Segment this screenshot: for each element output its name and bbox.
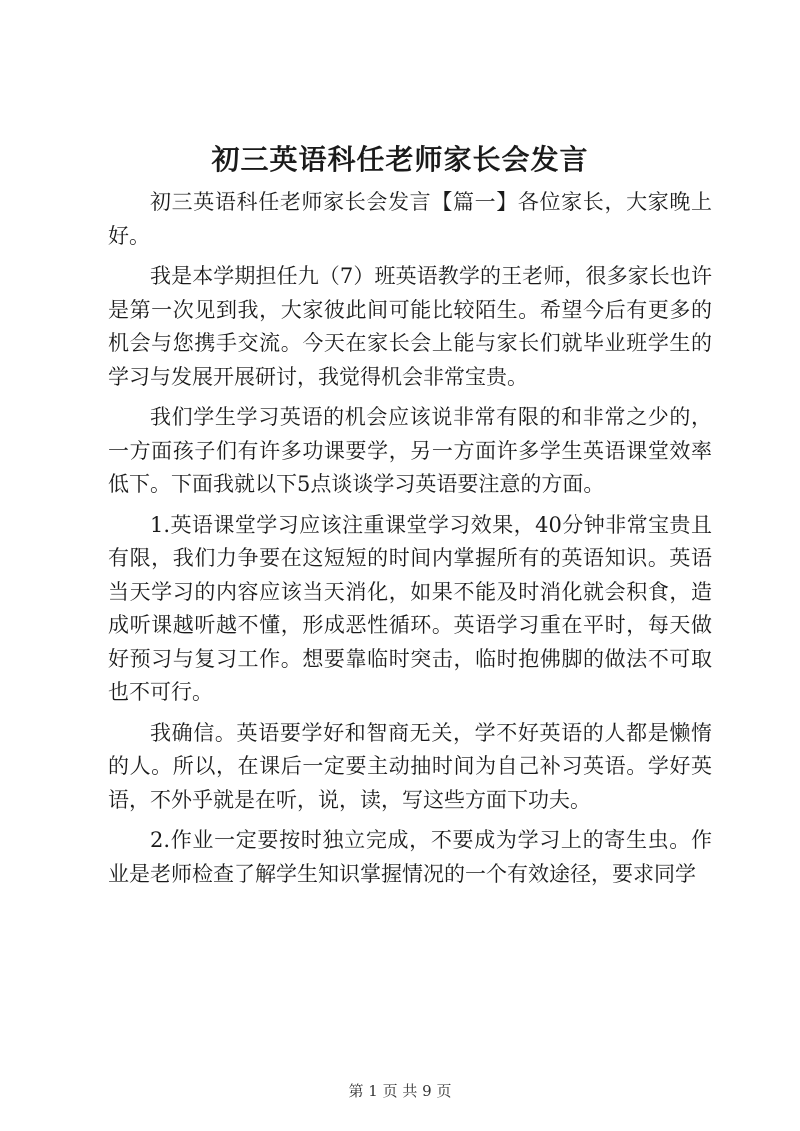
paragraph-greeting: 初三英语科任老师家长会发言【篇一】各位家长，大家晚上好。: [108, 190, 712, 248]
paragraph-introduction: 我是本学期担任九（7）班英语教学的王老师，很多家长也许是第一次见到我，大家彼此间可能比较陌生。希望今后有更多的机会与您携手交流。今天在家长会上能与家长们就毕业班学生的学习与发展开展研讨，我觉得机会非常宝贵。: [108, 264, 712, 389]
page-number-footer: 第 1 页 共 9 页: [348, 1082, 452, 1100]
paragraph-point-1: 1.英语课堂学习应该注重课堂学习效果，40分钟非常宝贵且有限，我们力争要在这短短的时间内掌握所有的英语知识。英语当天学习的内容应该当天消化，如果不能及时消化就会积食，造成听课越听越不懂，形成恶性循环。英语学习重在平时，每天做好预习与复习工作。想要靠临时突击，临时抱佛脚的做法不可取也不可行。: [108, 512, 712, 704]
paragraph-learning-opportunity: 我们学生学习英语的机会应该说非常有限的和非常之少的，一方面孩子们有许多功课要学，另一方面许多学生英语课堂效率低下。下面我就以下5点谈谈学习英语要注意的方面。: [108, 405, 712, 496]
paragraph-point-2: 2.作业一定要按时独立完成，不要成为学习上的寄生虫。作业是老师检查了解学生知识掌握情况的一个有效途径，要求同学: [108, 828, 712, 886]
document-body: [108, 186, 712, 898]
paragraph-belief: 我确信。英语要学好和智商无关，学不好英语的人都是懒惰的人。所以，在课后一定要主动抽时间为自己补习英语。学好英语，不外乎就是在听，说，读，写这些方面下功夫。: [108, 720, 712, 812]
document-title: 初三英语科任老师家长会发言: [211, 143, 589, 176]
